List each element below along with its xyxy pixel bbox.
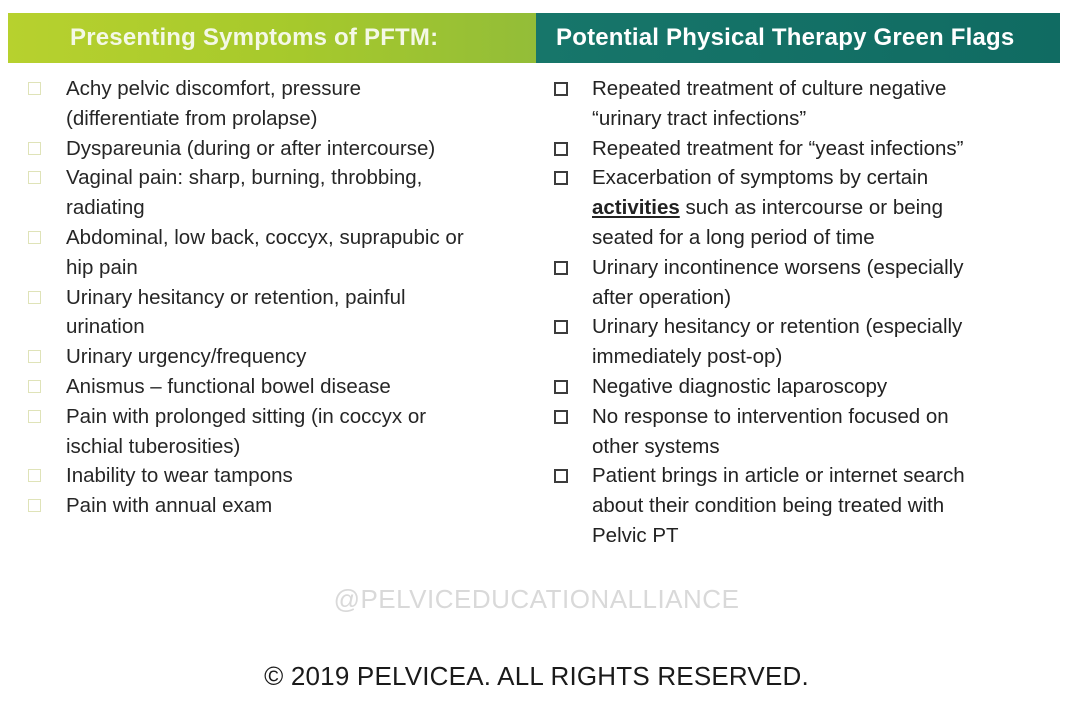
list-item-text: Vaginal pain: sharp, burning, throbbing, radiating — [66, 166, 423, 220]
checkbox-icon — [28, 291, 41, 304]
list-item — [28, 163, 528, 223]
watermark: @PELVICEDUCATIONALLIANCE — [333, 584, 740, 614]
list-item — [28, 372, 528, 402]
checkbox-icon — [28, 171, 41, 184]
list-item — [554, 372, 1054, 402]
list-item-text: Anismus – functional bowel disease — [66, 374, 391, 398]
list-item — [554, 402, 1054, 462]
list-item-text: Urinary urgency/frequency — [66, 345, 307, 369]
list-item-text: Pain with annual exam — [66, 494, 273, 518]
list-item — [28, 491, 528, 521]
list-item-text: Repeated treatment of culture negative “urinary tract infections” — [592, 77, 947, 130]
list-item — [554, 312, 1054, 372]
list-item-text-after: such as intercourse or being seated for a long period of time — [592, 196, 943, 249]
list-item — [554, 461, 1054, 550]
copyright-notice: © 2019 PELVICEA. ALL RIGHTS RESERVED. — [264, 661, 809, 691]
list-item — [554, 74, 1054, 134]
symptoms-list — [28, 74, 528, 521]
list-item-text: Pain with prolonged sitting (in coccyx or ischial tuberosities) — [66, 404, 427, 458]
checkbox-icon — [554, 82, 568, 96]
list-item — [28, 402, 528, 462]
checkbox-icon — [28, 231, 41, 244]
list-item-text: Urinary incontinence worsens (especially after operation) — [592, 255, 964, 309]
checkbox-icon — [28, 410, 41, 423]
checkbox-icon — [554, 261, 568, 275]
list-item — [28, 461, 528, 491]
checkbox-icon — [554, 380, 568, 394]
list-item-text: Urinary hesitancy or retention (especially immediately post-op) — [592, 315, 963, 369]
list-item-text: Repeated treatment for “yeast infections” — [592, 136, 964, 160]
list-item — [28, 342, 528, 372]
list-item — [554, 253, 1054, 313]
emphasized-word: activities — [592, 196, 680, 220]
list-item-text: No response to intervention focused on other systems — [592, 404, 949, 458]
green-flags-header-title: Potential Physical Therapy Green Flags — [556, 24, 1015, 51]
symptoms-header — [8, 13, 536, 63]
list-item — [554, 134, 1054, 164]
header-row — [8, 13, 1060, 63]
list-item-text: Patient brings in article or internet search about their condition being treated with Pelvic PT — [592, 464, 965, 547]
list-item-text: Achy pelvic discomfort, pressure (differentiate from prolapse) — [66, 77, 362, 130]
green-flags-list — [554, 74, 1054, 551]
checkbox-icon — [28, 499, 41, 512]
checkbox-icon — [28, 350, 41, 363]
checkbox-icon — [554, 142, 568, 156]
list-item-text-before: Exacerbation of symptoms by certain — [592, 166, 929, 190]
list-item — [28, 134, 528, 164]
list-item — [28, 283, 528, 343]
list-item — [28, 74, 528, 134]
list-item-text: Negative diagnostic laparoscopy — [592, 374, 888, 398]
list-item-text: Abdominal, low back, coccyx, suprapubic or hip pain — [66, 225, 464, 279]
list-item-text: Dyspareunia (during or after intercourse) — [66, 136, 436, 160]
list-item — [28, 223, 528, 283]
symptoms-header-title: Presenting Symptoms of PFTM: — [70, 24, 439, 51]
list-item-text — [592, 163, 943, 252]
list-item-text: Urinary hesitancy or retention, painful urination — [66, 285, 406, 339]
checkbox-icon — [554, 469, 568, 483]
checkbox-icon — [554, 320, 568, 334]
checkbox-icon — [28, 142, 41, 155]
list-item — [554, 163, 1054, 252]
checkbox-icon — [28, 380, 41, 393]
checkbox-icon — [554, 410, 568, 424]
list-item-text: Inability to wear tampons — [66, 464, 293, 488]
checkbox-icon — [554, 171, 568, 185]
checkbox-icon — [28, 469, 41, 482]
checkbox-icon — [28, 82, 41, 95]
green-flags-header — [536, 13, 1060, 63]
